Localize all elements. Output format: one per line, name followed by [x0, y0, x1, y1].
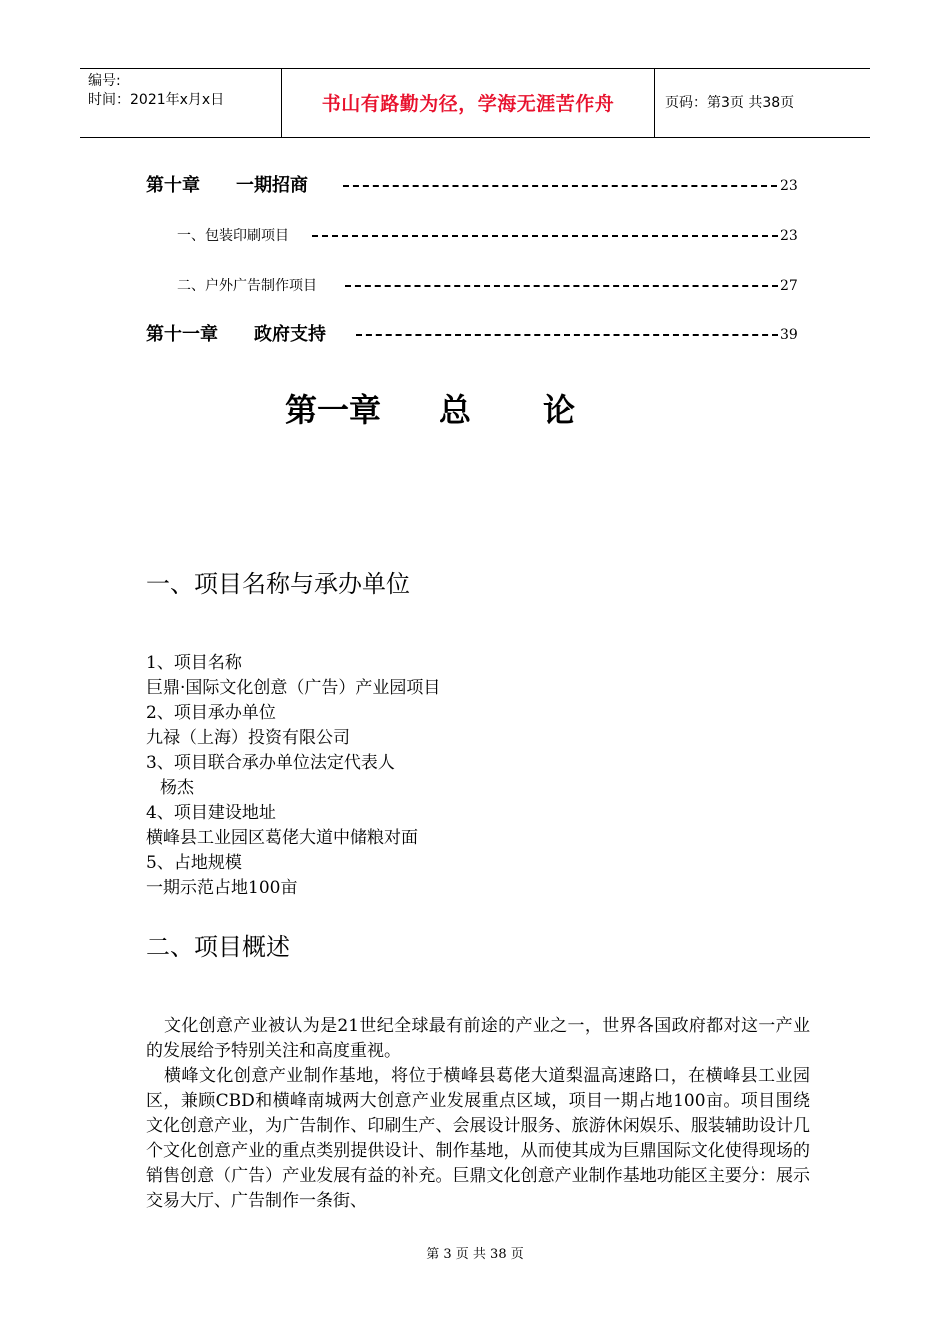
list-item: 4、项目建设地址	[146, 803, 276, 823]
paragraph: 文化创意产业被认为是21世纪全球最有前途的产业之一，世界各国政府都对这一产业的发展给予特别关注和高度重视。	[146, 1016, 810, 1061]
document-time-label: 时间：2021年x月x日	[88, 92, 225, 108]
header-page-info: 页码：第3页 共38页	[665, 95, 795, 111]
toc-leader-line	[345, 285, 778, 287]
list-item: 九禄（上海）投资有限公司	[146, 728, 350, 748]
list-item: 3、项目联合承办单位法定代表人	[146, 753, 395, 773]
list-item: 横峰县工业园区葛佬大道中储粮对面	[146, 828, 418, 848]
toc-entry[interactable]	[0, 224, 950, 248]
page-footer: 第 3 页 共 38 页	[426, 1247, 524, 1262]
body-text	[146, 1014, 810, 1214]
toc-entry-page: 23	[780, 178, 798, 194]
toc-entry[interactable]	[0, 274, 950, 298]
toc-entry-label: 一、包装印刷项目	[177, 228, 289, 244]
list-item: 5、占地规模	[146, 853, 242, 873]
document-number-label: 编号:	[88, 73, 121, 89]
toc-entry-label: 二、户外广告制作项目	[177, 278, 317, 294]
header-table	[80, 68, 870, 138]
toc-entry[interactable]	[0, 174, 950, 198]
chapter-title-char: 论	[543, 391, 576, 429]
header-page-cell	[655, 69, 870, 137]
paragraph: 横峰文化创意产业制作基地，将位于横峰县葛佬大道梨温高速路口，在横峰县工业园区，兼顾CBD和横峰南城两大创意产业发展重点区域，项目一期占地100亩。项目围绕文化创意产业，为广告制作、印刷生产、会展设计服务、旅游休闲娱乐、服装辅助设计几个文化创意产业的重点类别提供设计、制作基地，从而使其成为巨鼎国际文化使得现场的销售创意（广告）产业发展有益的补充。巨鼎文化创意产业制作基地功能区主要分：展示交易大厅、广告制作一条街、	[146, 1066, 810, 1211]
toc-entry[interactable]	[0, 323, 950, 347]
header-info-cell	[80, 69, 282, 137]
toc-entry-label: 第十章 一期招商	[146, 175, 308, 196]
toc-entry-label: 第十一章 政府支持	[146, 324, 326, 345]
toc-leader-line	[312, 235, 778, 237]
header-motto: 书山有路勤为径，学海无涯苦作舟	[321, 93, 615, 115]
list-item: 杨杰	[160, 778, 194, 798]
chapter-title	[285, 390, 575, 430]
list-item: 巨鼎·国际文化创意（广告）产业园项目	[146, 678, 441, 698]
section-heading: 二、项目概述	[146, 933, 290, 961]
toc-entry-page: 27	[780, 278, 798, 294]
section-heading: 一、项目名称与承办单位	[146, 570, 410, 598]
toc-entry-page: 39	[780, 327, 798, 343]
toc-leader-line	[343, 185, 777, 187]
list-item: 1、项目名称	[146, 653, 242, 673]
chapter-title-char: 总	[439, 391, 472, 429]
chapter-title-number: 第一章	[285, 391, 382, 429]
header-motto-cell	[282, 69, 655, 137]
list-item: 一期示范占地100亩	[146, 878, 298, 898]
toc-leader-line	[356, 334, 778, 336]
toc-entry-page: 23	[780, 228, 798, 244]
list-item: 2、项目承办单位	[146, 703, 276, 723]
